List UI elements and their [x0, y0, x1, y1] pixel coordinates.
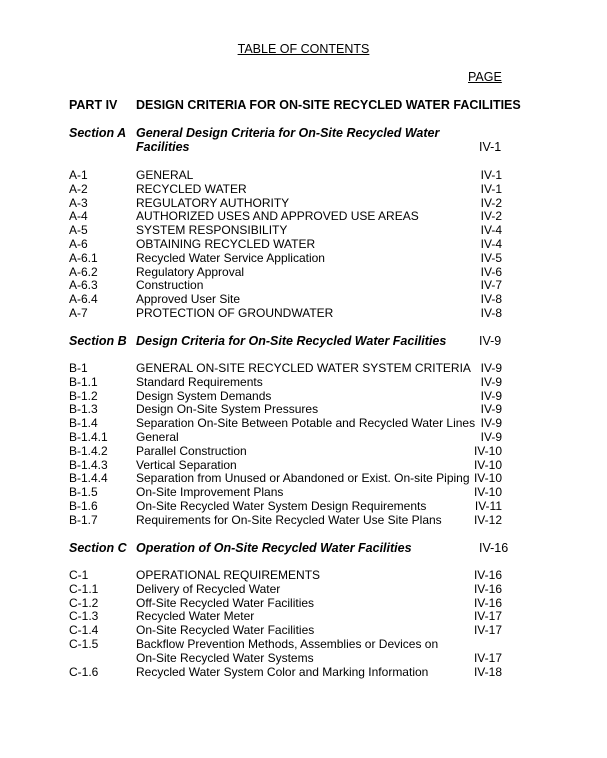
- entry-title: Recycled Water Meter: [136, 609, 255, 624]
- entry-page: IV-10: [473, 457, 502, 472]
- entry-code: C-1.3: [69, 609, 99, 624]
- entry-title: Separation On-Site Between Potable and Recycled Water Lines: [136, 416, 476, 431]
- entry-code: B-1.7: [69, 512, 98, 527]
- entry-page: IV-9: [480, 430, 502, 444]
- entry-title: Recycled Water System Color and Marking Information: [136, 664, 429, 679]
- entry-page: IV-1: [480, 168, 502, 182]
- entry-page: IV-17: [473, 609, 502, 624]
- entry-page: IV-9: [480, 388, 502, 403]
- entry-page: IV-2: [480, 195, 502, 210]
- entry-title: On-Site Recycled Water Systems: [136, 650, 314, 665]
- entry-title: Regulatory Approval: [136, 264, 245, 279]
- section-code: Section B: [69, 334, 127, 348]
- entry-title: REGULATORY AUTHORITY: [136, 195, 290, 210]
- entry-code: C-1.6: [69, 664, 99, 679]
- part-code: PART IV: [69, 98, 118, 112]
- entry-code: A-6.1: [69, 250, 98, 265]
- entry-title: Parallel Construction: [136, 443, 247, 458]
- entry-page: IV-10: [473, 485, 502, 500]
- entry-code: B-1.4.2: [69, 443, 108, 458]
- entry-title: GENERAL ON-SITE RECYCLED WATER SYSTEM CRITERIA: [136, 361, 471, 375]
- entry-page: IV-9: [480, 402, 502, 417]
- entry-page: IV-17: [473, 650, 502, 665]
- entry-title: GENERAL: [136, 168, 194, 182]
- entry-page: IV-9: [480, 361, 502, 375]
- entry-page: IV-16: [473, 595, 502, 610]
- entry-code: A-6: [69, 237, 88, 251]
- entry-page: IV-9: [480, 374, 502, 389]
- entry-title: SYSTEM RESPONSIBILITY: [136, 223, 288, 238]
- entry-code: A-4: [69, 209, 88, 224]
- entry-title: Construction: [136, 278, 204, 293]
- entry-code: C-1.5: [69, 637, 99, 651]
- entry-code: C-1.4: [69, 623, 99, 638]
- entry-title: Vertical Separation: [136, 457, 237, 472]
- entry-title: Recycled Water Service Application: [136, 250, 325, 265]
- entry-title: Separation from Unused or Abandoned or Exist. On-site Piping: [136, 471, 470, 486]
- entry-page: IV-18: [473, 664, 502, 679]
- section-page: IV-9: [479, 334, 502, 348]
- entry-code: B-1.5: [69, 485, 98, 500]
- entry-code: A-6.4: [69, 292, 98, 307]
- entry-code: B-1.3: [69, 402, 98, 417]
- entry-title: Design System Demands: [136, 388, 272, 403]
- entry-page: IV-2: [480, 209, 502, 224]
- entry-title: OPERATIONAL REQUIREMENTS: [136, 568, 321, 582]
- entry-code: A-5: [69, 223, 88, 238]
- entry-page: IV-10: [473, 471, 502, 486]
- entry-page: IV-12: [473, 512, 502, 527]
- entry-page: IV-8: [480, 306, 502, 320]
- entry-title: On-Site Recycled Water System Design Requirements: [136, 499, 427, 513]
- entry-title: General: [136, 430, 179, 444]
- entry-page: IV-8: [480, 292, 502, 307]
- entry-page: IV-9: [480, 416, 502, 431]
- entry-code: B-1.4.1: [69, 430, 108, 444]
- entry-code: B-1.6: [69, 499, 98, 513]
- entry-code: A-3: [69, 195, 88, 210]
- entry-code: A-1: [69, 168, 88, 182]
- section-title: Design Criteria for On-Site Recycled Water Facilities: [136, 334, 447, 348]
- entry-code: A-6.3: [69, 278, 98, 293]
- section-page: IV-1: [479, 140, 502, 154]
- entry-code: C-1.2: [69, 595, 99, 610]
- entry-title: On-Site Recycled Water Facilities: [136, 623, 315, 638]
- part-title: DESIGN CRITERIA FOR ON-SITE RECYCLED WATER FACILITIES: [136, 98, 521, 112]
- toc-title: TABLE OF CONTENTS: [237, 42, 370, 56]
- entry-page: IV-11: [474, 499, 502, 513]
- section-page: IV-16: [479, 541, 509, 555]
- entry-title: PROTECTION OF GROUNDWATER: [136, 306, 334, 320]
- part-heading: [69, 98, 521, 112]
- entry-code: C-1: [69, 568, 89, 582]
- entry-code: B-1.4.3: [69, 457, 108, 472]
- entry-title: Delivery of Recycled Water: [136, 581, 281, 596]
- entry-code: B-1.1: [69, 374, 98, 389]
- entry-code: B-1.4: [69, 416, 98, 431]
- entry-code: B-1: [69, 361, 88, 375]
- entry-page: IV-5: [480, 250, 502, 265]
- entry-title: Design On-Site System Pressures: [136, 402, 319, 417]
- entry-page: IV-6: [480, 264, 502, 279]
- entry-page: IV-16: [473, 581, 502, 596]
- section-code: Section C: [69, 541, 127, 555]
- entry-page: IV-17: [473, 623, 502, 638]
- entry-page: IV-16: [473, 568, 502, 582]
- entry-title: RECYCLED WATER: [136, 181, 247, 196]
- entry-code: C-1.1: [69, 581, 99, 596]
- entry-title: Standard Requirements: [136, 374, 263, 389]
- entry-code: B-1.4.4: [69, 471, 108, 486]
- entry-code: B-1.2: [69, 388, 98, 403]
- entry-page: IV-7: [480, 278, 502, 293]
- entry-code: A-2: [69, 181, 88, 196]
- section-code: Section A: [69, 126, 127, 140]
- entry-title: Approved User Site: [136, 292, 241, 307]
- section-title: General Design Criteria for On-Site Recycled Water Facilities: [136, 126, 440, 154]
- entry-page: IV-4: [480, 223, 502, 238]
- page-column-header: PAGE: [468, 70, 502, 84]
- entry-page: IV-10: [473, 443, 502, 458]
- entry-page: IV-1: [480, 181, 502, 196]
- entry-title: On-Site Improvement Plans: [136, 485, 284, 500]
- section-title: Operation of On-Site Recycled Water Facilities: [136, 541, 412, 555]
- entry-page: IV-4: [480, 237, 502, 251]
- entry-code: A-6.2: [69, 264, 98, 279]
- entry-title: Off-Site Recycled Water Facilities: [136, 595, 315, 610]
- entry-title: AUTHORIZED USES AND APPROVED USE AREAS: [136, 209, 419, 224]
- entry-title: Backflow Prevention Methods, Assemblies or Devices on: [136, 637, 439, 651]
- entry-title: OBTAINING RECYCLED WATER: [136, 237, 316, 251]
- entry-code: A-7: [69, 306, 88, 320]
- entry-title: Requirements for On-Site Recycled Water Use Site Plans: [136, 512, 442, 527]
